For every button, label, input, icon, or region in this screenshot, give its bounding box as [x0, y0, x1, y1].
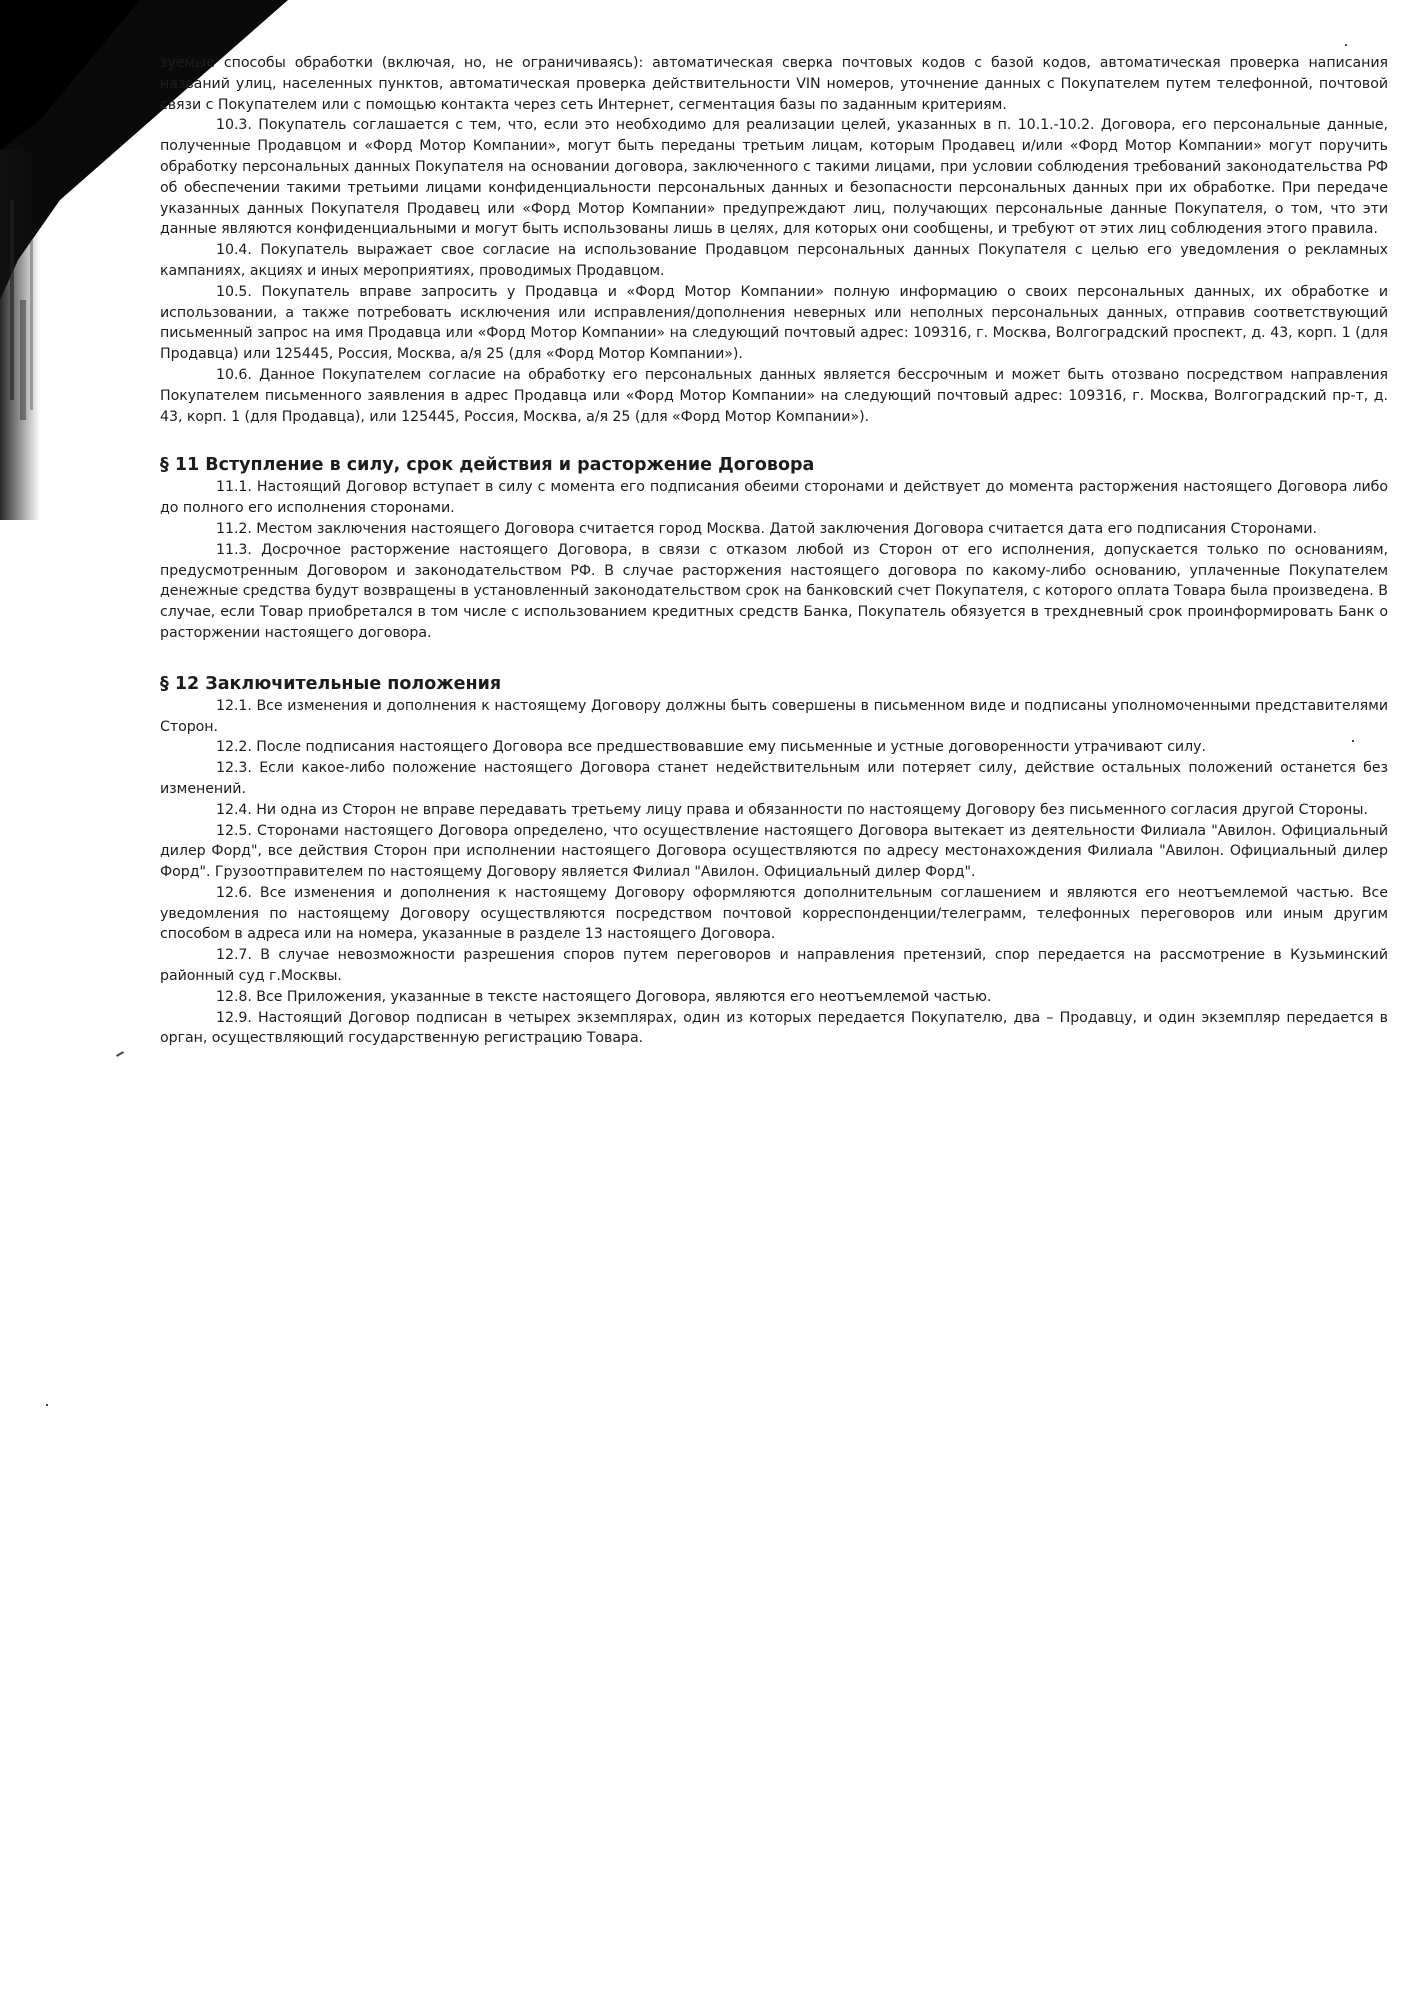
paragraph-12-3: 12.3. Если какое-либо положение настоящего Договора станет недействительным или потеряет силу, действие остальных положений останется без изменений.: [160, 760, 1388, 797]
paragraph-11-1: 11.1. Настоящий Договор вступает в силу с момента его подписания обеими сторонами и действует до момента расторжения настоящего Договора либо до полного его исполнения сторонами.: [160, 479, 1388, 517]
paragraph-12-5: 12.5. Сторонами настоящего Договора определено, что осуществление настоящего Договора вытекает из деятельности Филиала "Авилон. Официальный дилер Форд", все действия Сторон при исполнении настоящего Договора осуществляются по адресу местонахождения Филиала "Авилон. Официальный дилер Форд". Грузоотправителем по настоящему Договору является Филиал "Авилон. Официальный дилер Форд".: [160, 822, 1388, 881]
paragraph-12-6: 12.6. Все изменения и дополнения к настоящему Договору оформляются дополнительным соглашением и являются его неотъемлемой частью. Все уведомления по настоящему Договору осуществляются посредством почтовой корреспонденции/телеграмм, телефонных переговоров или иным другим способом в адреса или на номера, указанные в разделе 13 настоящего Договора.: [160, 884, 1388, 943]
document-body: [160, 53, 1388, 1049]
paragraph-10-3: 10.3. Покупатель соглашается с тем, что, если это необходимо для реализации целей, указанных в п. 10.1.-10.2. Договора, его персональные данные, полученные Продавцом и «Форд Мотор Компании», могут быть переданы третьим лицам, которым Продавец и/или «Форд Мотор Компании» могут поручить обработку персональных данных Покупателя на основании договора, заключенного с такими лицами, при условии соблюдения требований законодательства РФ об обеспечении такими третьими лицами конфиденциальности персональных данных и безопасности персональных данных при их обработке. При передаче указанных данных Покупателя Продавец или «Форд Мотор Компании» предупреждают лиц, получающих персональные данные Покупателя, о том, что эти данные являются конфиденциальными и могут быть использованы лишь в целях, для которых они сообщены, и требуют от этих лиц соблюдения этого правила.: [160, 117, 1388, 238]
scan-speck: [1352, 740, 1354, 742]
section-12-heading: § 12 Заключительные положения: [160, 673, 502, 694]
paragraph-10-4: 10.4. Покупатель выражает свое согласие на использование Продавцом персональных данных Покупателя с целью его уведомления о рекламных кампаниях, акциях и иных мероприятиях, проводимых Продавцом.: [160, 242, 1388, 279]
paragraph-12-9: 12.9. Настоящий Договор подписан в четырех экземплярах, один из которых передается Покупателю, два – Продавцу, и один экземпляр передается в орган, осуществляющий государственную регистрацию Товара.: [160, 1009, 1388, 1047]
paragraph-12-7: 12.7. В случае невозможности разрешения споров путем переговоров и направления претензий, спор передается на рассмотрение в Кузьминский районный суд г.Москвы.: [160, 947, 1388, 985]
paragraph-10-5: 10.5. Покупатель вправе запросить у Продавца и «Форд Мотор Компании» полную информацию о своих персональных данных, их обработке и использовании, а также потребовать исключения или исправления/дополнения неверных или неполных персональных данных, отправив соответствующий письменный запрос на имя Продавца или «Форд Мотор Компании» на следующий почтовый адрес: 109316, г. Москва, Волгоградский проспект, д. 43, корп. 1 (для Продавца) или 125445, Россия, Москва, а/я 25 (для «Форд Мотор Компании»).: [160, 283, 1388, 363]
paragraph-11-3: 11.3. Досрочное расторжение настоящего Договора, в связи с отказом любой из Сторон от его исполнения, допускается только по основаниям, предусмотренным Договором и законодательством РФ. В случае расторжения настоящего договора по какому-либо основанию, уплаченные Покупателем денежные средства будут возвращены в установленный законодательством срок на банковский счет Покупателя, с которого оплата Товара была произведена. В случае, если Товар приобретался в том числе с использованием кредитных средств Банка, Покупатель обязуется в трехдневный срок проинформировать Банк о расторжении настоящего договора.: [160, 541, 1388, 641]
section-11-heading: § 11 Вступление в силу, срок действия и расторжение Договора: [160, 455, 815, 476]
paragraph-10-6: 10.6. Данное Покупателем согласие на обработку его персональных данных является бессрочным и может быть отозвано посредством направления Покупателем письменного заявления в адрес Продавца или «Форд Мотор Компании» на следующий почтовый адрес: 109316, г. Москва, Волгоградский пр-т, д. 43, корп. 1 (для Продавца), или 125445, Россия, Москва, а/я 25 (для «Форд Мотор Компании»).: [160, 366, 1388, 425]
scan-speck: [1345, 44, 1347, 46]
paragraph-12-1: 12.1. Все изменения и дополнения к настоящему Договору должны быть совершены в письменном виде и подписаны уполномоченными представителями Сторон.: [160, 697, 1388, 735]
paragraph-12-4: 12.4. Ни одна из Сторон не вправе передавать третьему лицу права и обязанности по настоящему Договору без письменного согласия другой Стороны.: [216, 801, 1368, 818]
spacer: [160, 427, 1388, 453]
paragraph-12-8: 12.8. Все Приложения, указанные в тексте настоящего Договора, являются его неотъемлемой частью.: [216, 988, 992, 1005]
paragraph-10-2-continued: зуемые способы обработки (включая, но, не ограничиваясь): автоматическая сверка почтовых кодов с базой кодов, автоматическая проверка написания названий улиц, населенных пунктов, автоматическая проверка действительности VIN номеров, уточнение данных с Покупателем путем телефонной, почтовой связи с Покупателем или с помощью контакта через сеть Интернет, сегментация базы по заданным критериям.: [160, 55, 1388, 113]
paragraph-12-2: 12.2. После подписания настоящего Договора все предшествовавшие ему письменные и устные договоренности утрачивают силу.: [216, 739, 1206, 756]
spacer: [160, 644, 1388, 672]
paragraph-11-2: 11.2. Местом заключения настоящего Договора считается город Москва. Датой заключения Договора считается дата его подписания Сторонами.: [216, 520, 1318, 537]
scan-speck: [116, 1051, 124, 1057]
scan-speck: [46, 1404, 48, 1406]
